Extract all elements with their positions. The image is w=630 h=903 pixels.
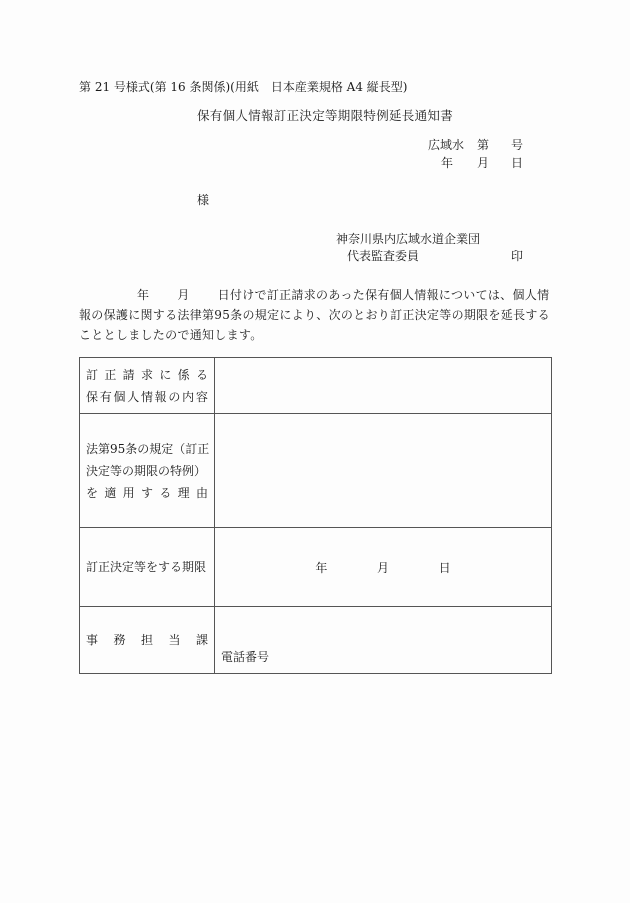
label-line xyxy=(86,629,214,651)
value-deadline[interactable] xyxy=(215,528,552,607)
body-year: 年 xyxy=(137,288,150,302)
table-row-content xyxy=(80,358,552,414)
label-department xyxy=(80,607,215,674)
label-char: 由 xyxy=(195,485,208,500)
table-row-deadline xyxy=(80,528,552,607)
issue-day: 日 xyxy=(511,156,524,170)
label-char: 求 xyxy=(140,367,153,382)
notice-table xyxy=(79,357,552,674)
body-month: 月 xyxy=(177,288,190,302)
value-extension-reason[interactable] xyxy=(215,414,552,528)
sender-title: 代表監査委員 xyxy=(347,249,420,263)
doc-ref-dai: 第 xyxy=(477,138,490,152)
label-char: 容 xyxy=(195,389,208,404)
issue-year: 年 xyxy=(441,156,454,170)
label-line: 法第95条の規定（訂正 xyxy=(86,441,210,456)
phone-label: 電話番号 xyxy=(221,650,270,664)
label-char: 正 xyxy=(104,367,117,382)
label-char: 個 xyxy=(113,389,126,404)
label-char: 理 xyxy=(177,485,190,500)
seal-mark: 印 xyxy=(511,249,524,263)
label-char: 人 xyxy=(127,389,140,404)
label-char: 保 xyxy=(86,389,99,404)
label-char: 務 xyxy=(113,633,126,647)
label-line xyxy=(86,482,214,504)
label-char: 当 xyxy=(168,633,181,647)
label-char: す xyxy=(140,485,153,500)
label-deadline: 訂正決定等をする期限 xyxy=(80,528,215,607)
label-char: 課 xyxy=(195,633,208,647)
table-row-reason xyxy=(80,414,552,528)
form-number: 第 21 号様式(第 16 条関係)(用紙 日本産業規格 A4 縦長型) xyxy=(79,80,408,94)
deadline-year: 年 xyxy=(315,560,328,575)
addressee-honorific: 様 xyxy=(197,193,210,207)
value-correction-content[interactable] xyxy=(215,358,552,414)
label-line xyxy=(86,386,214,408)
issue-month: 月 xyxy=(477,156,490,170)
label-char: 用 xyxy=(122,485,135,500)
doc-ref-go: 号 xyxy=(511,138,524,152)
label-char: る xyxy=(195,367,208,382)
notice-body xyxy=(79,285,554,345)
body-text: 日付けで訂正請求のあった保有個人情報については、個人情報の保護に関する法律第95条の規定により、次のとおり訂正決定等の期限を延長することとしましたので通知します。 xyxy=(79,288,550,342)
label-char: 訂 xyxy=(86,367,99,382)
label-char: 請 xyxy=(122,367,135,382)
label-char: 報 xyxy=(154,389,167,404)
label-char: 事 xyxy=(86,633,99,647)
label-char: 適 xyxy=(104,485,117,500)
label-char: 情 xyxy=(140,389,153,404)
deadline-day: 日 xyxy=(438,560,451,575)
document-title: 保有個人情報訂正決定等期限特例延長通知書 xyxy=(197,108,454,123)
label-line: 決定等の期限の特例） xyxy=(86,463,207,478)
label-extension-reason xyxy=(80,414,215,528)
value-department[interactable] xyxy=(215,607,552,674)
label-char: る xyxy=(159,485,172,500)
deadline-month: 月 xyxy=(376,560,389,575)
label-correction-content xyxy=(80,358,215,414)
label-char: 有 xyxy=(99,389,112,404)
label-char: 係 xyxy=(177,367,190,382)
doc-ref-prefix: 広域水 xyxy=(428,138,465,152)
label-char: の xyxy=(168,389,181,404)
label-char: に xyxy=(159,367,172,382)
label-char: 内 xyxy=(182,389,195,404)
label-char: 担 xyxy=(140,633,153,647)
label-line xyxy=(86,364,214,386)
label-char: を xyxy=(86,485,99,500)
sender-organization: 神奈川県内広域水道企業団 xyxy=(336,232,481,246)
table-row-department xyxy=(80,607,552,674)
